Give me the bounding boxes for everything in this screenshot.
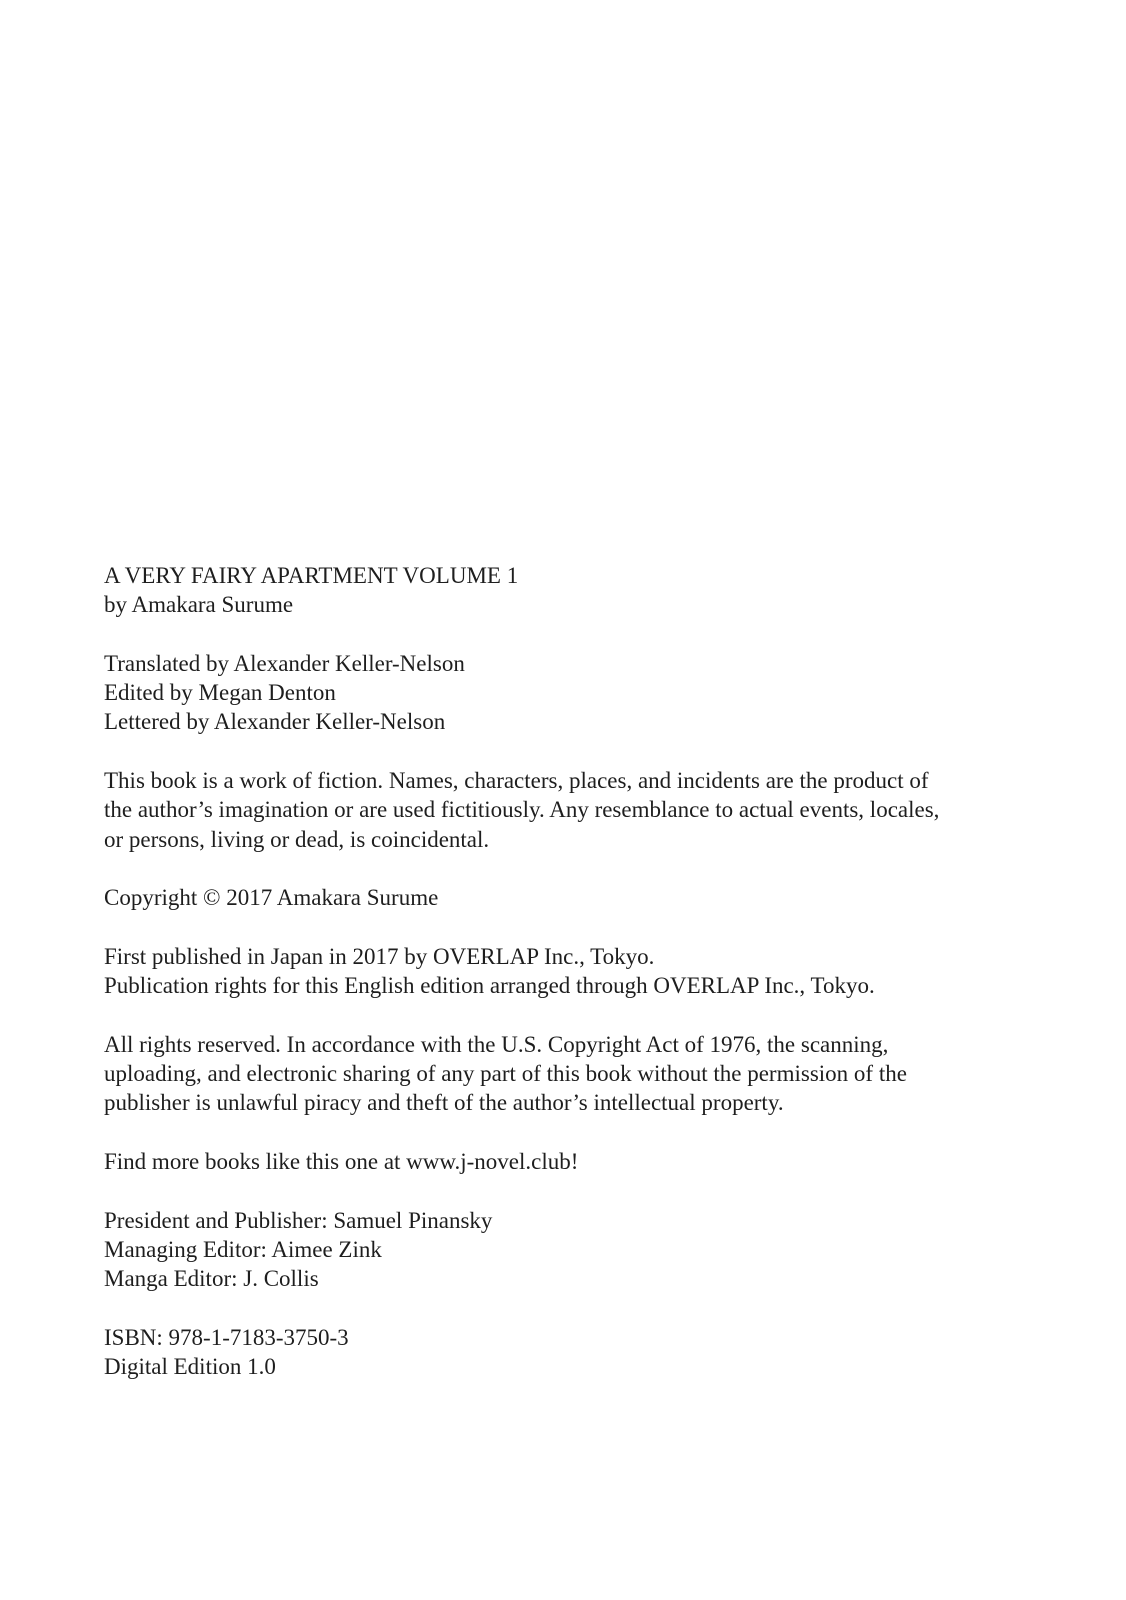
publication-block [104, 942, 1004, 1001]
president-credit: President and Publisher: Samuel Pinansky [104, 1207, 493, 1233]
staff-block [104, 1206, 1004, 1294]
identifiers-block [104, 1323, 1004, 1382]
publication-line: Publication rights for this English edition arranged through OVERLAP Inc., Tokyo. [104, 973, 875, 999]
disclaimer-line: the author’s imagination or are used fictitiously. Any resemblance to actual events, locales, [104, 797, 940, 823]
copyright-block [104, 883, 1004, 912]
manga-editor-credit: Manga Editor: J. Collis [104, 1266, 319, 1292]
colophon-text [104, 561, 1004, 1381]
rights-block [104, 1030, 1004, 1118]
rights-line: All rights reserved. In accordance with the U.S. Copyright Act of 1976, the scanning, [104, 1031, 889, 1057]
find-more-text: Find more books like this one at www.j-novel.club! [104, 1148, 579, 1174]
translator-credit: Translated by Alexander Keller-Nelson [104, 650, 465, 676]
managing-editor-credit: Managing Editor: Aimee Zink [104, 1236, 382, 1262]
publication-line: First published in Japan in 2017 by OVERLAP Inc., Tokyo. [104, 943, 655, 969]
book-title: A VERY FAIRY APARTMENT VOLUME 1 [104, 563, 519, 588]
editor-credit: Edited by Megan Denton [104, 680, 336, 706]
disclaimer-line: or persons, living or dead, is coincidental. [104, 826, 490, 852]
fiction-disclaimer [104, 766, 1004, 854]
letterer-credit: Lettered by Alexander Keller-Nelson [104, 709, 446, 735]
rights-line: publisher is unlawful piracy and theft of the author’s intellectual property. [104, 1090, 784, 1116]
title-block [104, 561, 1004, 620]
find-more-block [104, 1147, 1004, 1176]
isbn: ISBN: 978-1-7183-3750-3 [104, 1324, 349, 1350]
book-author: by Amakara Surume [104, 592, 294, 618]
edition: Digital Edition 1.0 [104, 1354, 276, 1380]
copyright-notice: Copyright © 2017 Amakara Surume [104, 885, 439, 911]
credits-block [104, 649, 1004, 737]
rights-line: uploading, and electronic sharing of any part of this book without the permission of the [104, 1061, 907, 1087]
disclaimer-line: This book is a work of fiction. Names, characters, places, and incidents are the product of [104, 768, 929, 794]
